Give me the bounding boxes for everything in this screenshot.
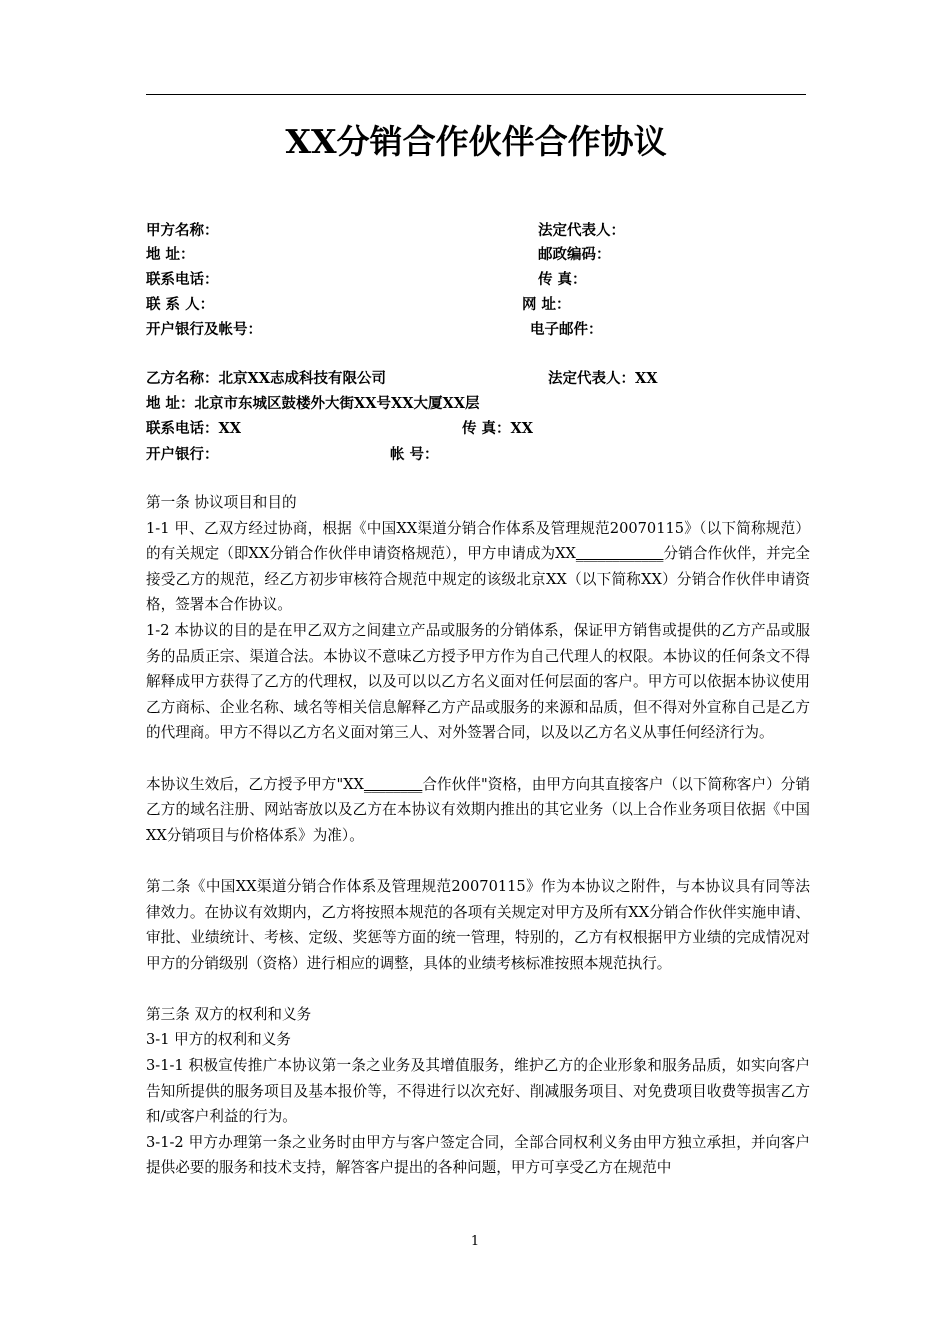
grant-paragraph: 本协议生效后，乙方授予甲方"XX________合作伙伴"资格，由甲方向其直接客户（以下简称客户）分销乙方的域名注册、网站寄放以及乙方在本协议有效期内推出的其它业务（以上合作业务项目依据《中国XX分销项目与价格体系》为准）。 xyxy=(146,775,810,844)
document-title: XX分销合作伙伴合作协议 xyxy=(285,122,667,161)
agreement-body xyxy=(146,490,810,1181)
party-b-account: 帐 号： xyxy=(390,446,439,463)
blank-field: ________ xyxy=(363,775,423,793)
party-b-name: 乙方名称：北京XX志成科技有限公司 xyxy=(146,370,386,387)
party-a-rep: 法定代表人： xyxy=(538,222,625,239)
article-3-heading: 第三条 双方的权利和义务 xyxy=(146,1005,312,1023)
clause-3-1-heading: 3-1 甲方的权利和义务 xyxy=(146,1031,291,1049)
party-a-address: 地 址： xyxy=(146,246,195,263)
party-a-bank: 开户银行及帐号： xyxy=(146,321,262,338)
party-b-bank: 开户银行： xyxy=(146,446,219,463)
page-number: 1 xyxy=(470,1234,480,1249)
party-a-phone: 联系电话： xyxy=(146,271,219,288)
header-rule xyxy=(146,94,806,95)
party-a-contact: 联 系 人： xyxy=(146,296,215,313)
clause-1-2: 1-2 本协议的目的是在甲乙双方之间建立产品或服务的分销体系，保证甲方销售或提供的乙方产品或服务的品质正宗、渠道合法。本协议不意味乙方授予甲方作为自己代理人的权限。本协议的任何条文不得解释成甲方获得了乙方的代理权，以及可以以乙方名义面对任何层面的客户。甲方可以依据本协议使用乙方商标、企业名称、域名等相关信息解释乙方产品或服务的来源和品质，但不得对外宣称自己是乙方的代理商。甲方不得以乙方名义面对第三人、对外签署合同，以及以乙方名义从事任何经济行为。 xyxy=(146,621,810,742)
party-b-phone: 联系电话：XX xyxy=(146,420,242,437)
party-a-name: 甲方名称： xyxy=(146,222,219,239)
party-b-address: 地 址：北京市东城区鼓楼外大街XX号XX大厦XX层 xyxy=(146,395,480,412)
blank-field: ____________ xyxy=(575,545,664,563)
party-a-fax: 传 真： xyxy=(538,271,587,288)
party-b-fax: 传 真：XX xyxy=(462,420,534,437)
clause-3-1-2: 3-1-2 甲方办理第一条之业务时由甲方与客户签定合同，全部合同权利义务由甲方独立承担，并向客户提供必要的服务和技术支持，解答客户提出的各种问题，甲方可享受乙方在规范中 xyxy=(146,1133,810,1177)
clause-1-1: 1-1 甲、乙双方经过协商，根据《中国XX渠道分销合作体系及管理规范20070115》（以下简称规范）的有关规定（即XX分销合作伙伴申请资格规范），甲方申请成为XX____________分销合作伙伴，并完全接受乙方的规范，经乙方初步审核符合规范中规定的该级北京XX（以下简称XX）分销合作伙伴申请资格，签署本合作协议。 xyxy=(146,519,810,614)
party-a-website: 网 址： xyxy=(522,296,571,313)
party-a-postcode: 邮政编码： xyxy=(538,246,611,263)
party-a-email: 电子邮件： xyxy=(530,321,603,338)
article-2: 第二条《中国XX渠道分销合作体系及管理规范20070115》作为本协议之附件，与本协议具有同等法律效力。在协议有效期内，乙方将按照本规范的各项有关规定对甲方及所有XX分销合作伙伴实施申请、审批、业绩统计、考核、定级、奖惩等方面的统一管理，特别的，乙方有权根据甲方业绩的完成情况对甲方的分销级别（资格）进行相应的调整，具体的业绩考核标准按照本规范执行。 xyxy=(146,877,810,972)
article-1-heading: 第一条 协议项目和目的 xyxy=(146,494,297,511)
party-b-rep: 法定代表人：XX xyxy=(548,370,658,387)
clause-3-1-1: 3-1-1 积极宣传推广本协议第一条之业务及其增值服务，维护乙方的企业形象和服务品质，如实向客户告知所提供的服务项目及基本报价等，不得进行以次充好、削减服务项目、对免费项目收费等损害乙方和/或客户利益的行为。 xyxy=(146,1057,810,1126)
